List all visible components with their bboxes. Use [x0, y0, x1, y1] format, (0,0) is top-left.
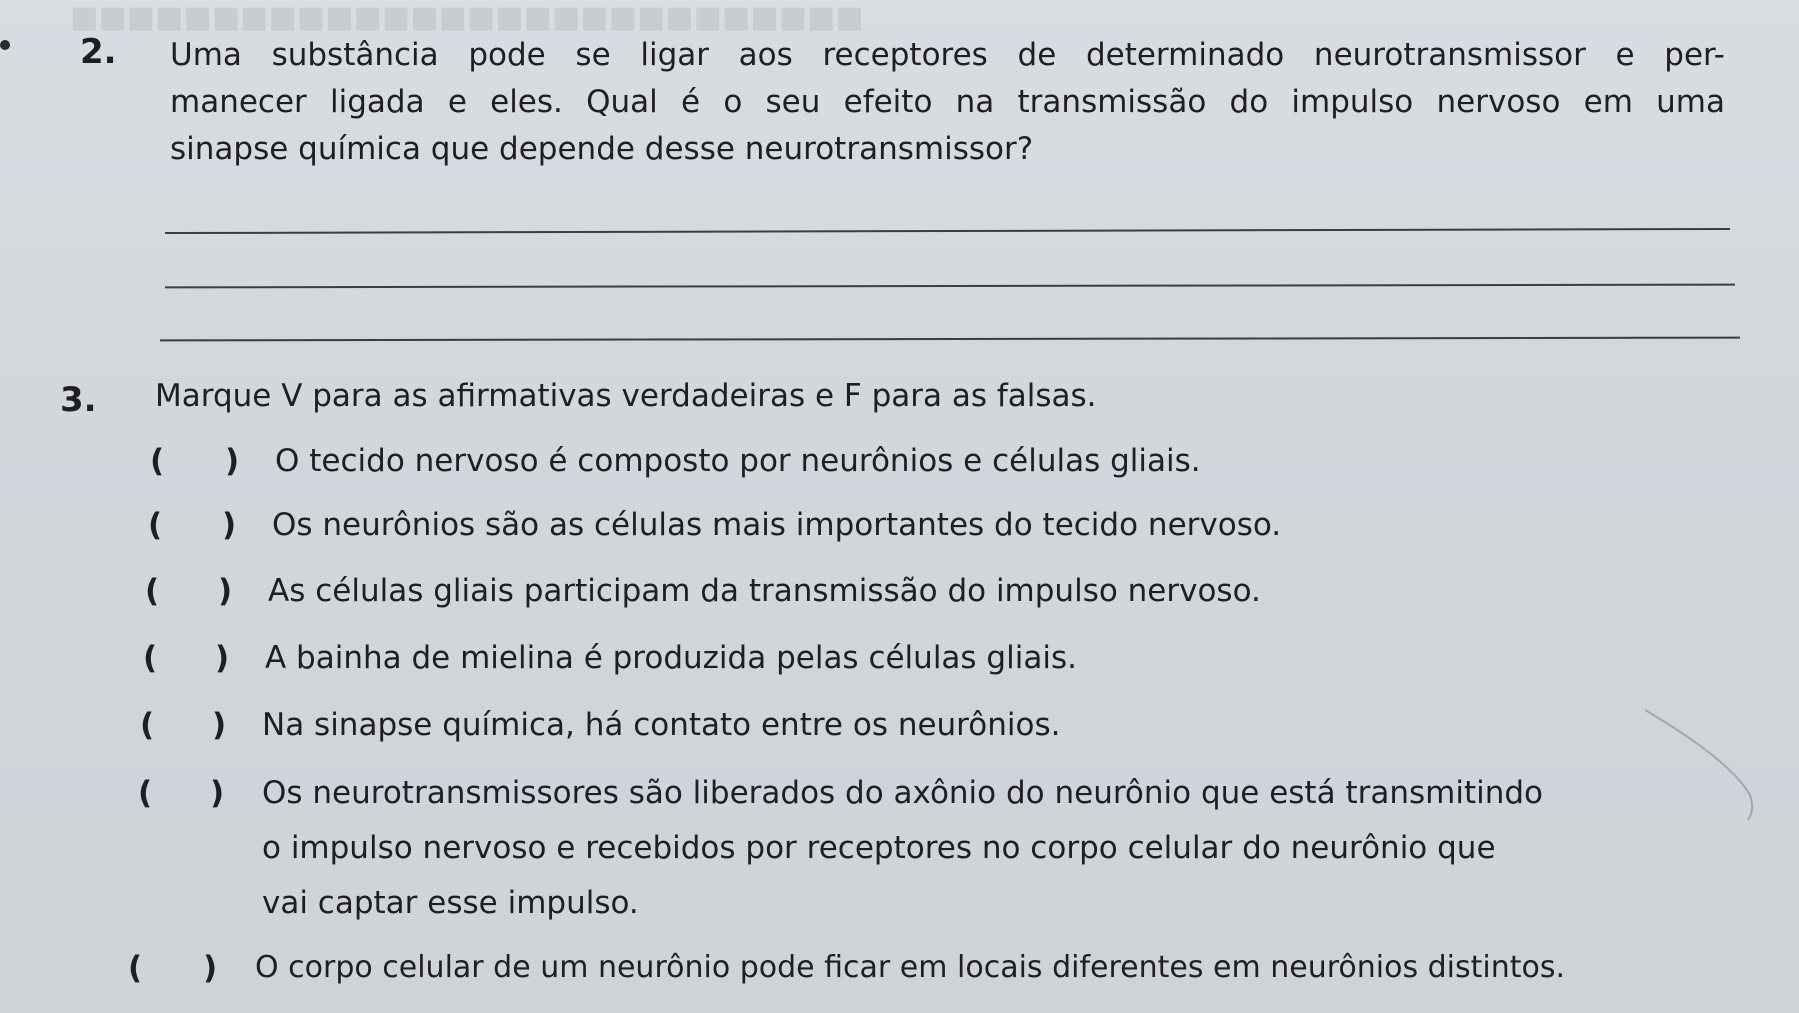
answer-line-2[interactable]	[165, 284, 1735, 289]
statement-2: Os neurônios são as células mais importantes do tecido nervoso.	[272, 507, 1282, 543]
statement-5: Na sinapse química, há contato entre os neurônios.	[262, 707, 1061, 743]
answer-box-6-open: (	[138, 775, 153, 811]
statement-6-line-3: vai captar esse impulso.	[262, 885, 639, 921]
answer-box-5-close: )	[212, 707, 227, 743]
answer-box-6-close: )	[210, 775, 225, 811]
answer-box-7[interactable]	[143, 950, 201, 990]
answer-box-1-close: )	[225, 443, 240, 479]
question-2-number: 2.	[80, 32, 117, 72]
answer-box-4-open: (	[143, 640, 158, 676]
answer-box-3-open: (	[145, 573, 160, 609]
answer-box-1[interactable]	[165, 443, 221, 483]
answer-box-1-open: (	[150, 443, 165, 479]
bleed-through-text: ■■■■■■■■■■■■■■■■■■■■■■■■■■■■	[70, 0, 864, 35]
question-2-text	[170, 32, 1725, 173]
statement-6-line-1: Os neurotransmissores são liberados do axônio do neurônio que está transmitindo	[262, 775, 1544, 811]
answer-box-7-open: (	[128, 950, 143, 986]
statement-6-line-2: o impulso nervoso e recebidos por receptores no corpo celular do neurônio que	[262, 830, 1496, 866]
answer-box-5-open: (	[140, 707, 155, 743]
question-3-prompt: Marque V para as afirmativas verdadeiras e F para as falsas.	[155, 378, 1097, 414]
question-3-number: 3.	[60, 380, 97, 420]
pencil-mark	[1640, 700, 1770, 830]
answer-line-3[interactable]	[160, 337, 1740, 342]
statement-3: As células gliais participam da transmissão do impulso nervoso.	[268, 573, 1261, 609]
statement-1: O tecido nervoso é composto por neurônios e células gliais.	[275, 443, 1201, 479]
answer-box-4-close: )	[215, 640, 230, 676]
answer-box-5[interactable]	[155, 707, 210, 747]
answer-box-2-close: )	[222, 507, 237, 543]
answer-line-1[interactable]	[165, 228, 1730, 234]
statement-7: O corpo celular de um neurônio pode ficar em locais diferentes em neurônios distintos.	[255, 950, 1566, 985]
question-2-line-1: Uma substância pode se ligar aos receptores de determinado neurotransmissor e per-	[170, 37, 1725, 73]
answer-box-3-close: )	[218, 573, 233, 609]
question-2-line-2: manecer ligada e eles. Qual é o seu efeito na transmissão do impulso nervoso em uma	[170, 84, 1725, 120]
answer-box-6[interactable]	[153, 775, 208, 815]
answer-box-4[interactable]	[158, 640, 213, 680]
question-2-line-3: sinapse química que depende desse neurotransmissor?	[170, 131, 1034, 167]
answer-box-2[interactable]	[163, 507, 219, 547]
answer-box-3[interactable]	[160, 573, 216, 613]
answer-box-2-open: (	[148, 507, 163, 543]
statement-4: A bainha de mielina é produzida pelas células gliais.	[265, 640, 1077, 676]
page-mark	[0, 40, 10, 50]
answer-box-7-close: )	[203, 950, 218, 986]
